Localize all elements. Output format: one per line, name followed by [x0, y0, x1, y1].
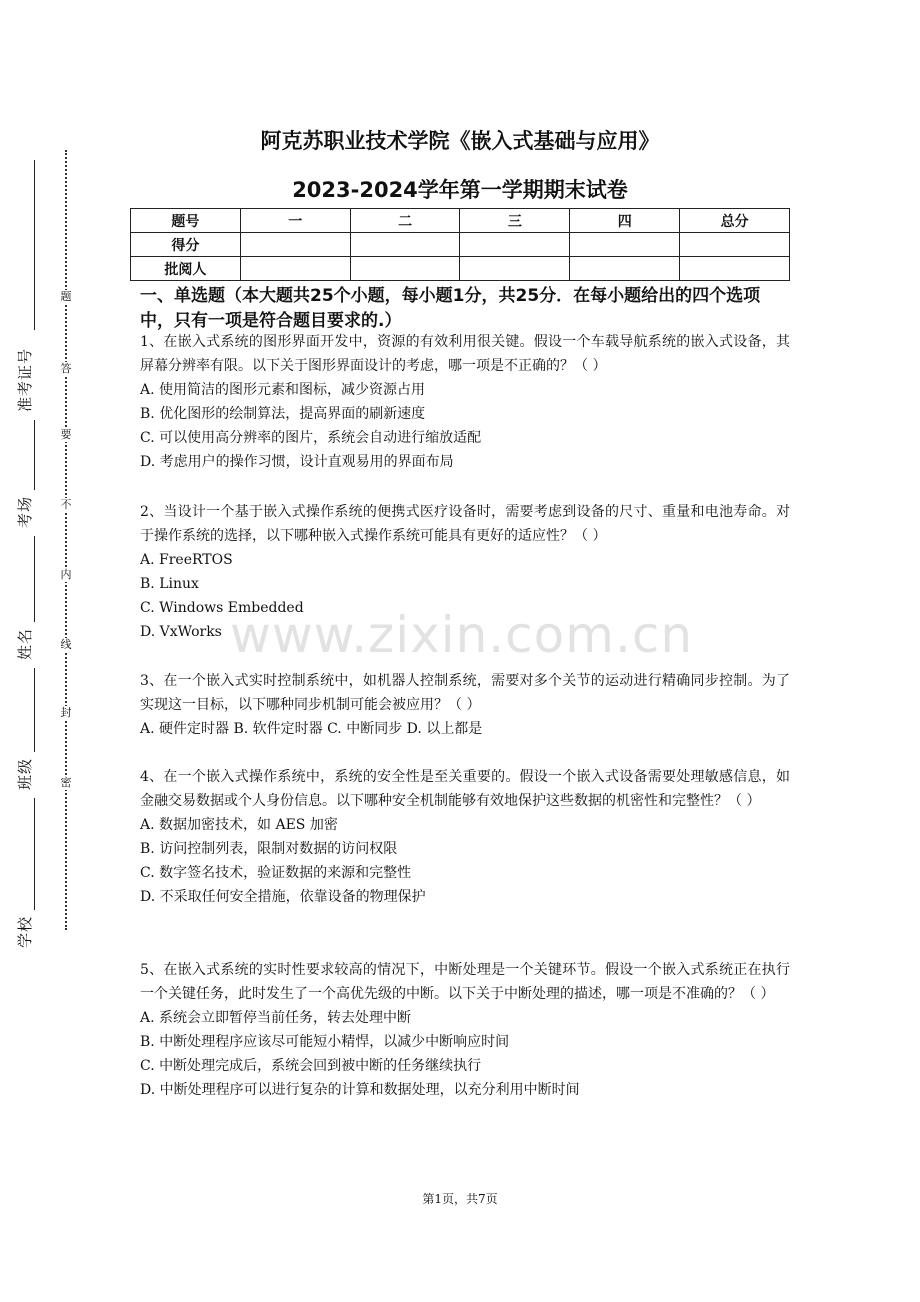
watermark: www.zixin.com.cn [230, 606, 694, 664]
section-heading: 一、单选题（本大题共25个小题，每小题1分，共25分．在每小题给出的四个选项中，只有一项是符合题目要求的.） [140, 286, 761, 331]
table-row [131, 209, 790, 233]
seal-char: 线 [58, 638, 74, 652]
option-c[interactable]: C. 数字签名技术，验证数据的来源和完整性 [140, 865, 412, 881]
option-line[interactable]: A. 硬件定时器 B. 软件定时器 C. 中断同步 D. 以上都是 [140, 721, 483, 737]
seal-char: 内 [58, 568, 74, 582]
question-4 [140, 765, 790, 909]
exam-subtitle: 2023-2024学年第一学期期末试卷 [292, 178, 628, 202]
row-label-score: 得分 [131, 233, 241, 257]
exam-room-label: 考场 [16, 495, 34, 528]
score-cell[interactable] [570, 233, 680, 257]
option-b[interactable]: B. 优化图形的绘制算法，提高界面的刷新速度 [140, 406, 426, 422]
exam-number-label: 准考证号 [16, 347, 34, 412]
score-cell[interactable] [240, 233, 350, 257]
grader-cell[interactable] [680, 257, 790, 281]
exam-title: 阿克苏职业技术学院《嵌入式基础与应用》 [260, 129, 660, 153]
grader-cell[interactable] [240, 257, 350, 281]
question-1 [140, 330, 790, 474]
option-c[interactable]: C. 中断处理完成后，系统会回到被中断的任务继续执行 [140, 1058, 482, 1074]
score-table [130, 208, 790, 281]
question-stem: 2、当设计一个基于嵌入式操作系统的便携式医疗设备时，需要考虑到设备的尺寸、重量和电池寿命。对于操作系统的选择，以下哪种嵌入式操作系统可能具有更好的适应性？（ ） [140, 504, 790, 544]
grader-cell[interactable] [350, 257, 460, 281]
exam-room-blank[interactable] [34, 420, 35, 490]
seal-char: 答 [58, 362, 74, 376]
class-label: 班级 [16, 757, 34, 790]
row-label-grader: 批阅人 [131, 257, 241, 281]
option-d[interactable]: D. 不采取任何安全措施，依靠设备的物理保护 [140, 889, 426, 905]
option-b[interactable]: B. 访问控制列表，限制对数据的访问权限 [140, 841, 398, 857]
column-header: 一 [240, 209, 350, 233]
grader-cell[interactable] [570, 257, 680, 281]
name-label: 姓名 [16, 627, 34, 660]
column-header: 四 [570, 209, 680, 233]
row-label-question-number: 题号 [131, 209, 241, 233]
school-blank[interactable] [34, 798, 35, 910]
seal-line [65, 150, 67, 930]
question-stem: 4、在一个嵌入式操作系统中，系统的安全性是至关重要的。假设一个嵌入式设备需要处理敏感信息，如金融交易数据或个人身份信息。以下哪种安全机制能够有效地保护这些数据的机密性和完整性？（ ） [140, 769, 790, 809]
option-b[interactable]: B. Linux [140, 576, 199, 592]
column-header: 总分 [680, 209, 790, 233]
column-header: 二 [350, 209, 460, 233]
question-2 [140, 500, 790, 644]
grader-cell[interactable] [460, 257, 570, 281]
seal-char: 不 [58, 498, 74, 512]
school-label: 学校 [16, 915, 34, 948]
option-a[interactable]: A. 使用简洁的图形元素和图标，减少资源占用 [140, 382, 426, 398]
class-blank[interactable] [34, 668, 35, 752]
option-a[interactable]: A. 数据加密技术，如 AES 加密 [140, 817, 338, 833]
column-header: 三 [460, 209, 570, 233]
table-row [131, 257, 790, 281]
seal-char: 题 [58, 290, 74, 304]
question-stem: 1、在嵌入式系统的图形界面开发中，资源的有效利用很关键。假设一个车载导航系统的嵌入式设备，其屏幕分辨率有限。以下关于图形界面设计的考虑，哪一项是不正确的？（ ） [140, 334, 790, 374]
seal-char: 封 [58, 706, 74, 720]
table-row [131, 233, 790, 257]
option-a[interactable]: A. FreeRTOS [140, 552, 233, 568]
page-number: 第1页，共7页 [422, 1192, 498, 1206]
option-d[interactable]: D. 考虑用户的操作习惯，设计直观易用的界面布局 [140, 454, 454, 470]
score-cell[interactable] [350, 233, 460, 257]
option-c[interactable]: C. 可以使用高分辨率的图片，系统会自动进行缩放适配 [140, 430, 482, 446]
question-3 [140, 669, 790, 741]
question-stem: 3、在一个嵌入式实时控制系统中，如机器人控制系统，需要对多个关节的运动进行精确同步控制。为了实现这一目标，以下哪种同步机制可能会被应用？（ ） [140, 673, 790, 713]
score-cell[interactable] [460, 233, 570, 257]
score-cell[interactable] [680, 233, 790, 257]
seal-char: 要 [58, 428, 74, 442]
question-5 [140, 958, 790, 1102]
option-b[interactable]: B. 中断处理程序应该尽可能短小精悍，以减少中断响应时间 [140, 1034, 510, 1050]
option-a[interactable]: A. 系统会立即暂停当前任务，转去处理中断 [140, 1010, 412, 1026]
question-stem: 5、在嵌入式系统的实时性要求较高的情况下，中断处理是一个关键环节。假设一个嵌入式系统正在执行一个关键任务，此时发生了一个高优先级的中断。以下关于中断处理的描述，哪一项是不准确的？（ ） [140, 962, 790, 1002]
option-d[interactable]: D. VxWorks [140, 624, 222, 640]
option-d[interactable]: D. 中断处理程序可以进行复杂的计算和数据处理，以充分利用中断时间 [140, 1082, 580, 1098]
name-blank[interactable] [34, 536, 35, 622]
option-c[interactable]: C. Windows Embedded [140, 600, 304, 616]
seal-char: 密 [58, 776, 74, 790]
